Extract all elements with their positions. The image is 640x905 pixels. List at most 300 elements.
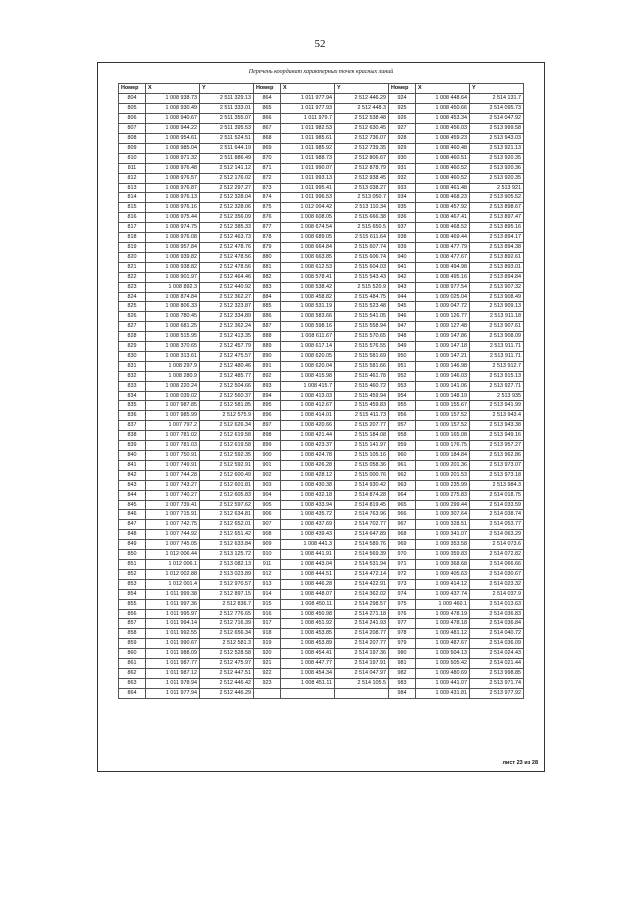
- table-row: [119, 599, 524, 609]
- point-number: 917: [254, 619, 281, 629]
- coord-x: 1 009 307.64: [416, 510, 470, 520]
- coord-x: 1 011 979.7: [281, 114, 335, 124]
- coord-y: 2 514 033.59: [470, 500, 524, 510]
- coord-y: 2 512 878.79: [335, 163, 389, 173]
- table-row: [119, 530, 524, 540]
- point-number: 854: [119, 589, 146, 599]
- coord-y: 2 513 023.89: [200, 569, 254, 579]
- coord-y: 2 513 999.58: [470, 124, 524, 134]
- coord-y: 2 514 874.28: [335, 490, 389, 500]
- point-number: 845: [119, 500, 146, 510]
- point-number: 833: [119, 381, 146, 391]
- table-row: [119, 381, 524, 391]
- coord-y: 2 514 040.72: [470, 629, 524, 639]
- point-number: 815: [119, 203, 146, 213]
- table-row: [119, 441, 524, 451]
- coord-x: 1 011 982.53: [281, 124, 335, 134]
- coord-x: 1 008 617.14: [281, 342, 335, 352]
- coord-y: 2 513 908.09: [470, 332, 524, 342]
- coord-y: 2 512 601.81: [200, 480, 254, 490]
- coord-x: 1 009 478.19: [416, 609, 470, 619]
- point-number: 980: [389, 649, 416, 659]
- coord-x: 1 009 147.21: [416, 351, 470, 361]
- point-number: 937: [389, 223, 416, 233]
- coord-y: 2 515 607.74: [335, 242, 389, 252]
- table-row: [119, 342, 524, 352]
- coord-x: 1 008 370.65: [146, 342, 200, 352]
- coord-y: 2 512 605.83: [200, 490, 254, 500]
- point-number: 818: [119, 233, 146, 243]
- coord-x: 1 008 415.98: [281, 371, 335, 381]
- coord-x: 1 009 146.03: [416, 371, 470, 381]
- point-number: 931: [389, 163, 416, 173]
- table-body: [119, 94, 524, 698]
- coord-x: 1 009 165.08: [416, 431, 470, 441]
- point-number: 827: [119, 322, 146, 332]
- coord-y: 2 514 763.96: [335, 510, 389, 520]
- coord-y: 2 512 446.42: [200, 678, 254, 688]
- header-x: X: [281, 84, 335, 94]
- coord-x: 1 009 441.07: [416, 678, 470, 688]
- point-number: 804: [119, 94, 146, 104]
- coord-y: 2 512 716.39: [200, 619, 254, 629]
- coord-y: 2 514 105.5: [335, 678, 389, 688]
- coord-x: 1 008 415.7: [281, 381, 335, 391]
- coord-x: 1 009 141.06: [416, 381, 470, 391]
- coord-y: 2 515 558.94: [335, 322, 389, 332]
- coord-x: 1 008 450.98: [281, 609, 335, 619]
- coord-y: 2 515 459.83: [335, 401, 389, 411]
- coord-y: 2 512 938.45: [335, 173, 389, 183]
- point-number: 919: [254, 639, 281, 649]
- point-number: 956: [389, 411, 416, 421]
- coord-x: 1 008 976.13: [146, 193, 200, 203]
- coord-y: 2 511 644.19: [200, 143, 254, 153]
- point-number: 858: [119, 629, 146, 639]
- point-number: 879: [254, 242, 281, 252]
- coord-x: 1 011 990.67: [146, 639, 200, 649]
- coord-x: 1 009 431.81: [416, 688, 470, 698]
- coord-x: 1 009 235.99: [416, 480, 470, 490]
- point-number: 871: [254, 163, 281, 173]
- coord-y: 2 515 581.69: [335, 351, 389, 361]
- coord-y: 2 514 197.36: [335, 649, 389, 659]
- table-row: [119, 252, 524, 262]
- coord-y: 2 512 634.81: [200, 510, 254, 520]
- coord-x: 1 011 995.97: [146, 609, 200, 619]
- point-number: 870: [254, 153, 281, 163]
- point-number: 929: [389, 143, 416, 153]
- coord-x: 1 008 453.85: [281, 629, 335, 639]
- coord-y: 2 513 907.32: [470, 282, 524, 292]
- coord-y: 2 514 647.89: [335, 530, 389, 540]
- sheet-label: лист 23 из 28: [502, 760, 538, 766]
- coord-y: 2 512 446.29: [200, 688, 254, 698]
- coord-y: 2 514 819.45: [335, 500, 389, 510]
- point-number: 823: [119, 282, 146, 292]
- coord-y: 2 512 448.3: [335, 104, 389, 114]
- coord-y: 2 513 898.67: [470, 203, 524, 213]
- point-number: 896: [254, 411, 281, 421]
- coord-y: 2 515 461.78: [335, 371, 389, 381]
- coord-x: 1 007 749.91: [146, 460, 200, 470]
- coord-y: 2 512 619.58: [200, 441, 254, 451]
- point-number: 930: [389, 153, 416, 163]
- coord-y: 2 515 141.97: [335, 441, 389, 451]
- coord-x: 1 008 448.07: [281, 589, 335, 599]
- coord-y: 2 512 651.42: [200, 530, 254, 540]
- coord-x: 1 007 742.75: [146, 520, 200, 530]
- point-number: 982: [389, 668, 416, 678]
- header-x: X: [416, 84, 470, 94]
- coord-y: 2 512 504.66: [200, 381, 254, 391]
- point-number: 925: [389, 104, 416, 114]
- coord-y: 2 512 463.73: [200, 233, 254, 243]
- coord-y: 2 514 241.93: [335, 619, 389, 629]
- point-number: 829: [119, 342, 146, 352]
- coord-x: 1 008 976.16: [146, 203, 200, 213]
- coord-y: 2 514 053.77: [470, 520, 524, 530]
- coord-y: 2 512 806.67: [335, 153, 389, 163]
- table-row: [119, 213, 524, 223]
- table-row: [119, 431, 524, 441]
- coord-x: 1 008 423.37: [281, 441, 335, 451]
- coord-y: 2 514 131.7: [470, 94, 524, 104]
- point-number: 860: [119, 649, 146, 659]
- coord-x: 1 007 750.91: [146, 451, 200, 461]
- coord-y: 2 514 036.09: [470, 639, 524, 649]
- table-row: [119, 371, 524, 381]
- coord-x: 1 008 313.61: [146, 351, 200, 361]
- coord-y: 2 512 446.29: [335, 94, 389, 104]
- coord-x: 1 008 448.64: [416, 94, 470, 104]
- coord-y: 2 514 589.76: [335, 540, 389, 550]
- table-row: [119, 490, 524, 500]
- coord-y: 2 512 528.58: [200, 649, 254, 659]
- coord-x: 1 008 689.05: [281, 233, 335, 243]
- coord-x: 1 008 433.94: [281, 500, 335, 510]
- coord-x: 1 008 297.9: [146, 361, 200, 371]
- table-row: [119, 163, 524, 173]
- coord-x: 1 009 353.58: [416, 540, 470, 550]
- point-number: 907: [254, 520, 281, 530]
- header-number: Номер: [389, 84, 416, 94]
- table-row: [119, 411, 524, 421]
- header-y: Y: [335, 84, 389, 94]
- point-number: 816: [119, 213, 146, 223]
- point-number: 874: [254, 193, 281, 203]
- point-number: 975: [389, 599, 416, 609]
- table-row: [119, 173, 524, 183]
- point-number: 972: [389, 569, 416, 579]
- coord-y: 2 512 480.46: [200, 361, 254, 371]
- coord-y: 2 515 604.03: [335, 262, 389, 272]
- coord-y: 2 512 581.85: [200, 401, 254, 411]
- point-number: 950: [389, 351, 416, 361]
- table-row: [119, 322, 524, 332]
- coord-x: 1 008 441.3: [281, 540, 335, 550]
- coord-y: 2 515 459.94: [335, 391, 389, 401]
- coord-y: 2 514 073.6: [470, 540, 524, 550]
- table-row: [119, 351, 524, 361]
- point-number: 887: [254, 322, 281, 332]
- coord-y: 2 512 356.09: [200, 213, 254, 223]
- coord-y: 2 514 013.63: [470, 599, 524, 609]
- point-number: 885: [254, 302, 281, 312]
- point-number: 945: [389, 302, 416, 312]
- coord-y: 2 513 927.71: [470, 381, 524, 391]
- point-number: 817: [119, 223, 146, 233]
- point-number: 864: [254, 94, 281, 104]
- coord-x: 1 009 480.69: [416, 668, 470, 678]
- coord-x: 1 008 460.52: [416, 163, 470, 173]
- coord-y: 2 514 208.77: [335, 629, 389, 639]
- coord-x: 1 008 976.87: [146, 183, 200, 193]
- coord-y: [335, 688, 389, 698]
- table-row: [119, 114, 524, 124]
- coord-y: 2 512 297.27: [200, 183, 254, 193]
- coord-y: 2 513 943.03: [470, 134, 524, 144]
- document-frame: [97, 62, 545, 772]
- table-row: [119, 569, 524, 579]
- point-number: 865: [254, 104, 281, 114]
- point-number: 964: [389, 490, 416, 500]
- table-caption: Перечень координат характерных точек красных линий: [248, 69, 394, 75]
- point-number: 836: [119, 411, 146, 421]
- point-number: 928: [389, 134, 416, 144]
- coord-x: 1 008 468.23: [416, 193, 470, 203]
- coord-x: 1 008 938.73: [146, 94, 200, 104]
- coord-y: 2 513 935: [470, 391, 524, 401]
- point-number: 866: [254, 114, 281, 124]
- coord-x: 1 008 459.23: [416, 134, 470, 144]
- coord-y: 2 515 460.72: [335, 381, 389, 391]
- point-number: 888: [254, 332, 281, 342]
- coord-x: 1 008 457.92: [416, 203, 470, 213]
- coord-x: 1 007 743.27: [146, 480, 200, 490]
- point-number: 884: [254, 292, 281, 302]
- coord-y: 2 515 484.75: [335, 292, 389, 302]
- point-number: 867: [254, 124, 281, 134]
- coord-y: 2 513 973.18: [470, 470, 524, 480]
- coord-y: 2 512 447.51: [200, 668, 254, 678]
- coord-y: 2 514 038.74: [470, 510, 524, 520]
- point-number: 899: [254, 441, 281, 451]
- coord-y: 2 512 619.58: [200, 431, 254, 441]
- coord-x: 1 008 446.28: [281, 579, 335, 589]
- coord-y: 2 514 072.82: [470, 550, 524, 560]
- point-number: 898: [254, 431, 281, 441]
- point-number: 811: [119, 163, 146, 173]
- coord-x: 1 009 478.18: [416, 619, 470, 629]
- coord-y: 2 513 897.47: [470, 213, 524, 223]
- point-number: 838: [119, 431, 146, 441]
- coord-y: 2 515 411.73: [335, 411, 389, 421]
- table-row: [119, 242, 524, 252]
- point-number: 869: [254, 143, 281, 153]
- coord-y: 2 511 886.49: [200, 153, 254, 163]
- coord-x: 1 008 938.82: [146, 262, 200, 272]
- table-row: [119, 183, 524, 193]
- point-number: 958: [389, 431, 416, 441]
- point-number: 903: [254, 480, 281, 490]
- coord-x: 1 008 420.66: [281, 421, 335, 431]
- coord-x: 1 008 413.03: [281, 391, 335, 401]
- point-number: 955: [389, 401, 416, 411]
- coord-y: 2 512 592.91: [200, 460, 254, 470]
- point-number: 923: [254, 678, 281, 688]
- coord-x: 1 008 453.34: [416, 114, 470, 124]
- coord-y: 2 513 911.71: [470, 342, 524, 352]
- coord-x: 1 008 439.43: [281, 530, 335, 540]
- coord-x: 1 007 797.2: [146, 421, 200, 431]
- point-number: 856: [119, 609, 146, 619]
- coord-x: 1 011 992.55: [146, 629, 200, 639]
- coord-y: 2 514 197.91: [335, 659, 389, 669]
- coord-y: 2 513 905.52: [470, 193, 524, 203]
- point-number: 877: [254, 223, 281, 233]
- coord-y: 2 514 422.91: [335, 579, 389, 589]
- coord-x: 1 008 620.05: [281, 351, 335, 361]
- coord-y: 2 513 943.4: [470, 411, 524, 421]
- point-number: 941: [389, 262, 416, 272]
- point-number: 895: [254, 401, 281, 411]
- table-row: [119, 619, 524, 629]
- coord-x: 1 008 806.33: [146, 302, 200, 312]
- coord-y: 2 512 836.7: [200, 599, 254, 609]
- table-row: [119, 451, 524, 461]
- table-row: [119, 421, 524, 431]
- coord-x: 1 008 892.3: [146, 282, 200, 292]
- point-number: 841: [119, 460, 146, 470]
- coord-x: 1 012 006.44: [146, 550, 200, 560]
- point-number: 864: [119, 688, 146, 698]
- point-number: 862: [119, 668, 146, 678]
- coord-y: 2 512 362.27: [200, 292, 254, 302]
- coord-y: 2 515 520.9: [335, 282, 389, 292]
- header-row: [119, 84, 524, 94]
- coord-y: 2 512 656.34: [200, 629, 254, 639]
- coord-y: 2 512 626.34: [200, 421, 254, 431]
- coord-y: 2 514 298.57: [335, 599, 389, 609]
- coord-y: 2 515 666.38: [335, 213, 389, 223]
- coord-y: 2 515 576.55: [335, 342, 389, 352]
- point-number: 842: [119, 470, 146, 480]
- coord-x: 1 008 954.61: [146, 134, 200, 144]
- coord-y: 2 514 047.92: [470, 114, 524, 124]
- point-number: 938: [389, 233, 416, 243]
- table-row: [119, 639, 524, 649]
- point-number: 807: [119, 124, 146, 134]
- point-number: 893: [254, 381, 281, 391]
- coord-y: 2 515 058.36: [335, 460, 389, 470]
- coord-x: 1 007 987.85: [146, 401, 200, 411]
- table-row: [119, 480, 524, 490]
- point-number: 971: [389, 559, 416, 569]
- point-number: 979: [389, 639, 416, 649]
- coord-x: 1 008 608.05: [281, 213, 335, 223]
- coord-x: 1 008 971.32: [146, 153, 200, 163]
- coord-x: 1 008 975.44: [146, 213, 200, 223]
- coord-x: 1 009 414.12: [416, 579, 470, 589]
- point-number: 904: [254, 490, 281, 500]
- coord-x: 1 008 460.48: [416, 143, 470, 153]
- coord-x: 1 008 443.04: [281, 559, 335, 569]
- point-number: 913: [254, 579, 281, 589]
- point-number: 810: [119, 153, 146, 163]
- coord-y: 2 512 362.24: [200, 322, 254, 332]
- table-row: [119, 94, 524, 104]
- point-number: 892: [254, 371, 281, 381]
- coord-x: 1 008 454.41: [281, 649, 335, 659]
- point-number: 936: [389, 213, 416, 223]
- coord-y: 2 513 894.38: [470, 242, 524, 252]
- point-number: 849: [119, 540, 146, 550]
- coord-x: 1 008 447.77: [281, 659, 335, 669]
- coord-y: 2 514 018.75: [470, 490, 524, 500]
- coord-y: 2 512 141.12: [200, 163, 254, 173]
- coord-x: 1 009 157.52: [416, 411, 470, 421]
- point-number: 813: [119, 183, 146, 193]
- coord-y: 2 512 176.02: [200, 173, 254, 183]
- point-number: 915: [254, 599, 281, 609]
- table-row: [119, 579, 524, 589]
- coord-y: 2 513 949.16: [470, 431, 524, 441]
- coord-y: 2 512 597.62: [200, 500, 254, 510]
- table-row: [119, 312, 524, 322]
- coord-x: 1 011 997.36: [146, 599, 200, 609]
- table-row: [119, 262, 524, 272]
- table-row: [119, 143, 524, 153]
- point-number: 848: [119, 530, 146, 540]
- point-number: 902: [254, 470, 281, 480]
- point-number: 873: [254, 183, 281, 193]
- coord-y: 2 512 457.79: [200, 342, 254, 352]
- point-number: 968: [389, 530, 416, 540]
- point-number: 957: [389, 421, 416, 431]
- coord-x: 1 009 487.67: [416, 639, 470, 649]
- coord-y: 2 513 977.92: [470, 688, 524, 698]
- coord-y: 2 513 125.72: [200, 550, 254, 560]
- coord-x: 1 008 985.04: [146, 143, 200, 153]
- point-number: 828: [119, 332, 146, 342]
- point-number: 851: [119, 559, 146, 569]
- point-number: 963: [389, 480, 416, 490]
- table-row: [119, 668, 524, 678]
- coord-y: 2 513 894.17: [470, 233, 524, 243]
- coord-y: 2 513 957.27: [470, 441, 524, 451]
- point-number: 914: [254, 589, 281, 599]
- coord-y: 2 512 575.9: [200, 411, 254, 421]
- coord-x: 1 009 368.68: [416, 559, 470, 569]
- point-number: 961: [389, 460, 416, 470]
- point-number: 835: [119, 401, 146, 411]
- coord-y: 2 513 915.13: [470, 371, 524, 381]
- coord-y: 2 511 329.13: [200, 94, 254, 104]
- coord-x: 1 009 148.19: [416, 391, 470, 401]
- coord-x: 1 009 437.74: [416, 589, 470, 599]
- coord-x: 1 008 421.44: [281, 431, 335, 441]
- point-number: 894: [254, 391, 281, 401]
- coord-y: 2 512 739.35: [335, 143, 389, 153]
- coord-x: 1 009 481.12: [416, 629, 470, 639]
- point-number: 825: [119, 302, 146, 312]
- coord-y: 2 514 472.14: [335, 569, 389, 579]
- table-row: [119, 124, 524, 134]
- coord-x: 1 009 147.18: [416, 342, 470, 352]
- coord-y: 2 513 941.99: [470, 401, 524, 411]
- point-number: 863: [119, 678, 146, 688]
